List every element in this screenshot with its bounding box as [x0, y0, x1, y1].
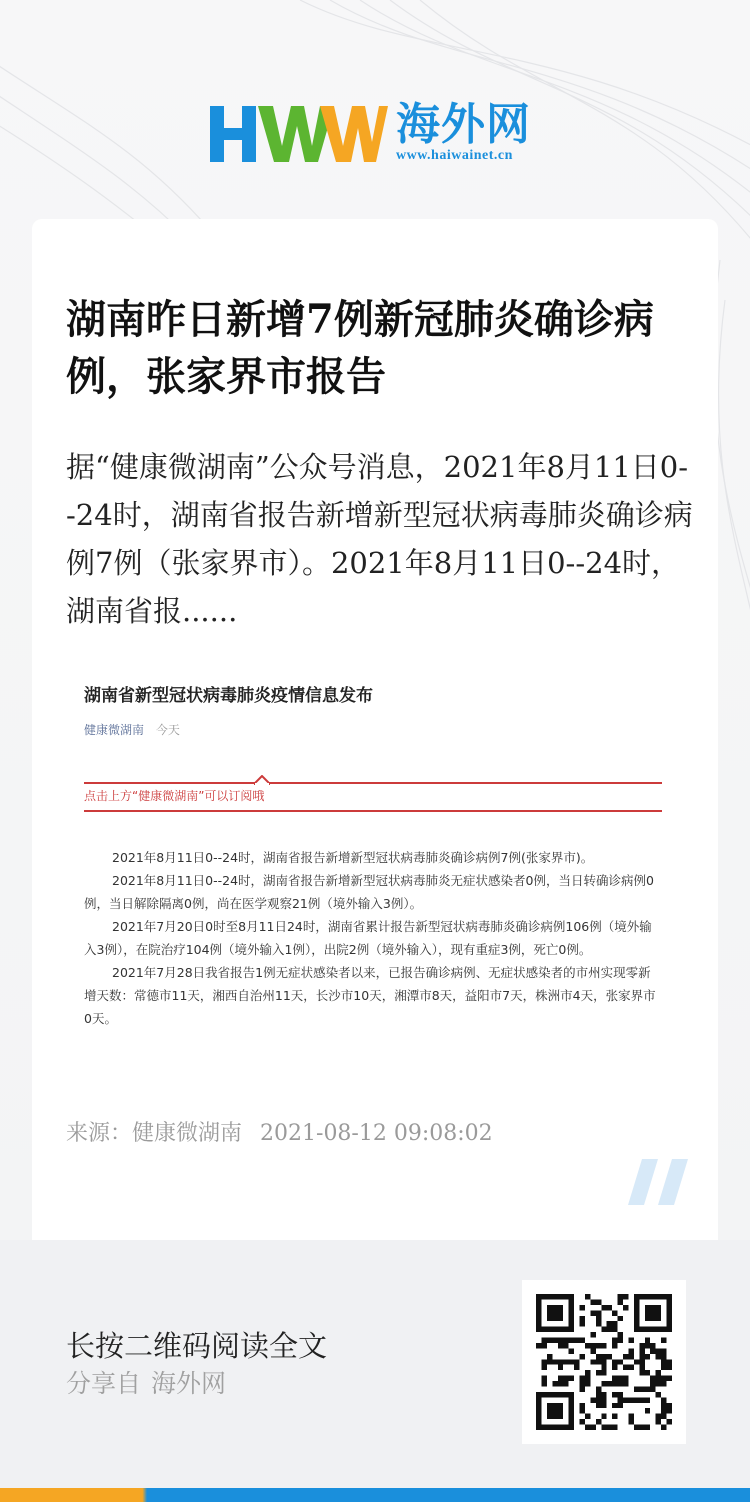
article-card — [32, 219, 718, 1240]
article-title: 湖南昨日新增7例新冠肺炎确诊病例，张家界市报告 — [66, 296, 654, 400]
logo-chinese-name: 海外网 — [396, 99, 531, 150]
publish-date: 2021-08-12 09:08:02 — [260, 1121, 493, 1146]
banner-notch-icon — [254, 775, 270, 785]
haiwainet-logo — [208, 100, 548, 170]
logo-url: www.haiwainet.cn — [396, 148, 513, 163]
share-footer — [0, 1240, 750, 1488]
decorative-slashes-icon — [628, 1159, 690, 1205]
hww-logo-mark — [208, 100, 388, 166]
embedded-paragraph: 2021年7月20日0时至8月11日24时，湖南省累计报告新型冠状病毒肺炎确诊病例106例（境外输入3例），在院治疗104例（境外输入1例），出院2例（境外输入），现有重症3例，死亡0例。 — [84, 919, 652, 957]
subscribe-hint: 点击上方“健康微湖南”可以订阅哦 — [84, 789, 265, 803]
embedded-meta — [84, 722, 664, 738]
article-source — [66, 1119, 493, 1149]
banner-top-rule — [84, 782, 662, 784]
embedded-paragraph: 2021年7月28日我省报告1例无症状感染者以来，已报告确诊病例、无症状感染者的市州实现零新增天数：常德市11天，湘西自治州11天，长沙市10天，湘潭市8天，益阳市7天，株洲市4天，张家界市0天。 — [84, 965, 656, 1026]
source-label: 来源：健康微湖南 — [66, 1121, 243, 1146]
embedded-account: 健康微湖南 — [84, 723, 145, 737]
qr-code[interactable] — [522, 1280, 686, 1444]
embedded-body — [84, 846, 662, 1030]
subscribe-banner — [84, 768, 664, 824]
qr-code-icon — [536, 1294, 672, 1430]
embedded-paragraph: 2021年8月11日0--24时，湖南省报告新增新型冠状病毒肺炎确诊病例7例(张家界市)。 — [112, 850, 594, 865]
bottom-color-bar — [0, 1488, 750, 1502]
embedded-title: 湖南省新型冠状病毒肺炎疫情信息发布 — [84, 686, 373, 706]
embedded-time: 今天 — [155, 723, 180, 737]
read-full-text-prompt: 长按二维码阅读全文 — [66, 1329, 328, 1363]
share-from — [66, 1368, 226, 1400]
embedded-screenshot — [84, 684, 664, 1030]
share-prefix: 分享自 — [66, 1369, 142, 1398]
share-brand: 海外网 — [151, 1369, 227, 1398]
article-summary: 据“健康微湖南”公众号消息，2021年8月11日0--24时，湖南省报告新增新型冠状病毒肺炎确诊病例7例（张家界市）。2021年8月11日0--24时，湖南省报...... — [66, 450, 693, 628]
embedded-paragraph: 2021年8月11日0--24时，湖南省报告新增新型冠状病毒肺炎无症状感染者0例，当日转确诊病例0例，当日解除隔离0例，尚在医学观察21例（境外输入3例）。 — [84, 873, 654, 911]
banner-bottom-rule — [84, 810, 662, 812]
